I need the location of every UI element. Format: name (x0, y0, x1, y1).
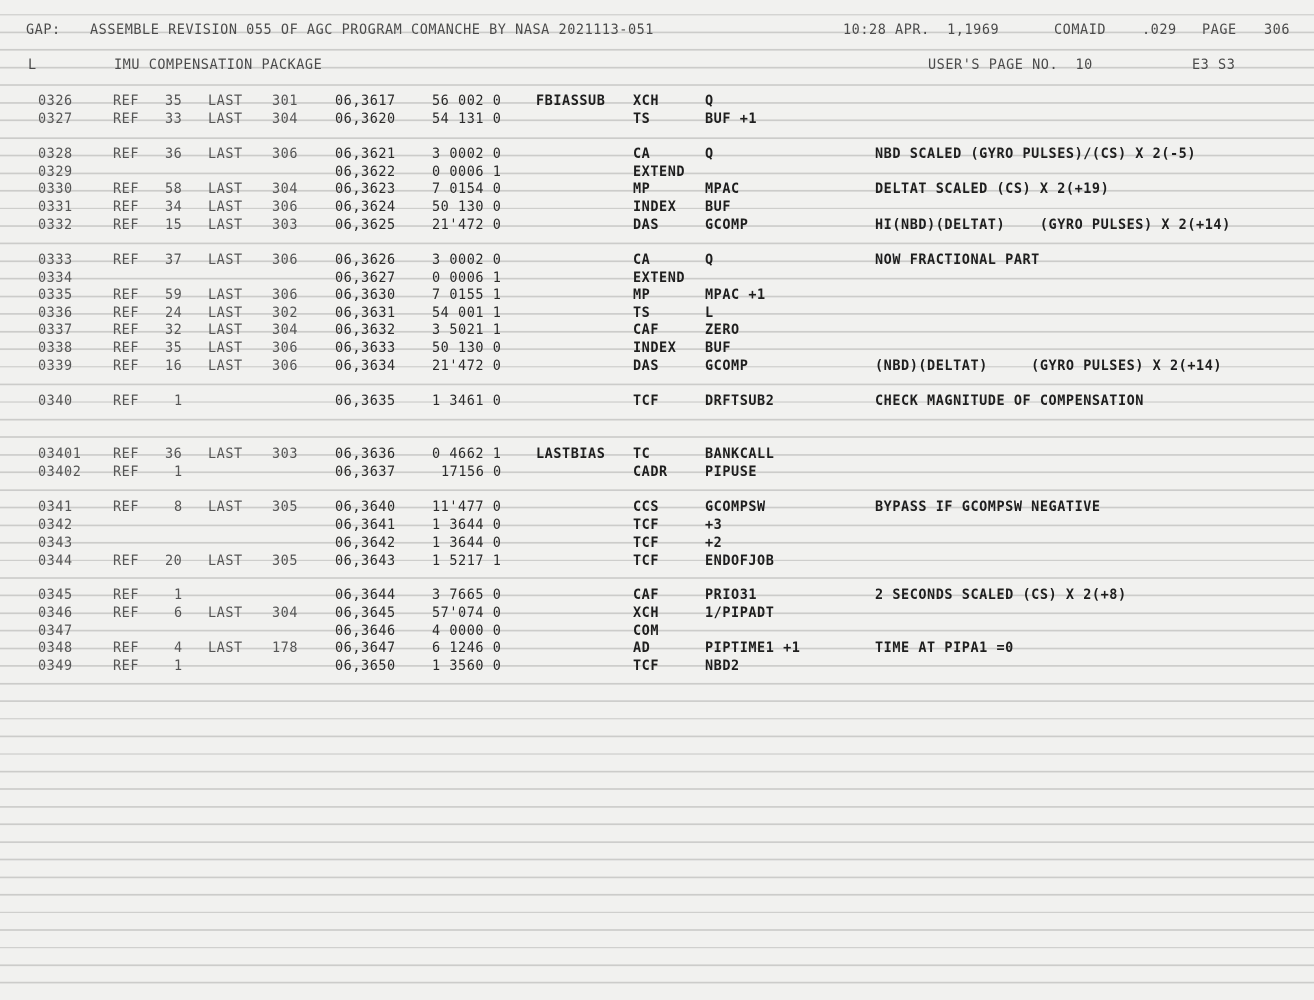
octal-code: 3 0002 0 (432, 252, 502, 268)
ref-number: 36 (165, 146, 183, 162)
listing-line (0, 163, 1314, 181)
listing-line (0, 304, 1314, 322)
last-keyword: LAST (208, 605, 243, 621)
comment: DELTAT SCALED (CS) X 2(+19) (875, 181, 1110, 197)
header-page-number: 306 (1264, 22, 1291, 38)
comment: (NBD)(DELTAT) (GYRO PULSES) X 2(+14) (875, 358, 1223, 374)
ref-keyword: REF (113, 640, 140, 656)
octal-code: 7 0155 1 (432, 287, 502, 303)
comment: NBD SCALED (GYRO PULSES)/(CS) X 2(-5) (875, 146, 1197, 162)
octal-code: 0 4662 1 (432, 446, 502, 462)
ref-number: 58 (165, 181, 183, 197)
last-number: 303 (272, 446, 299, 462)
listing-line (0, 198, 1314, 216)
seq-number: 0329 (38, 164, 73, 180)
opcode: TCF (633, 393, 660, 409)
seq-number: 0342 (38, 517, 73, 533)
ref-number: 35 (165, 93, 183, 109)
last-keyword: LAST (208, 446, 243, 462)
ref-number: 1 (174, 658, 183, 674)
ref-keyword: REF (113, 393, 140, 409)
address: 06,3620 (335, 111, 396, 127)
ref-number: 8 (174, 499, 183, 515)
address: 06,3632 (335, 322, 396, 338)
octal-code: 54 131 0 (432, 111, 502, 127)
comment: BYPASS IF GCOMPSW NEGATIVE (875, 499, 1101, 515)
last-keyword: LAST (208, 358, 243, 374)
comment: NOW FRACTIONAL PART (875, 252, 1040, 268)
seq-number: 0339 (38, 358, 73, 374)
page-subheader (0, 56, 1314, 74)
address: 06,3650 (335, 658, 396, 674)
seq-number: 0331 (38, 199, 73, 215)
operand: ENDOFJOB (705, 553, 775, 569)
octal-code: 17156 0 (441, 464, 502, 480)
operand: +3 (705, 517, 723, 533)
address: 06,3631 (335, 305, 396, 321)
last-number: 306 (272, 252, 299, 268)
last-keyword: LAST (208, 553, 243, 569)
operand: Q (705, 252, 714, 268)
operand: PRIO31 (705, 587, 758, 603)
octal-code: 50 130 0 (432, 199, 502, 215)
ref-number: 24 (165, 305, 183, 321)
address: 06,3625 (335, 217, 396, 233)
listing-line (0, 286, 1314, 304)
address: 06,3647 (335, 640, 396, 656)
seq-number: 0336 (38, 305, 73, 321)
opcode: INDEX (633, 340, 677, 356)
listing-line (0, 392, 1314, 410)
seq-number: 0346 (38, 605, 73, 621)
opcode: XCH (633, 605, 660, 621)
address: 06,3636 (335, 446, 396, 462)
comment: TIME AT PIPA1 =0 (875, 640, 1014, 656)
listing-line (0, 657, 1314, 675)
operand: PIPUSE (705, 464, 758, 480)
octal-code: 56 002 0 (432, 93, 502, 109)
operand: Q (705, 146, 714, 162)
opcode: EXTEND (633, 164, 686, 180)
operand: GCOMP (705, 217, 749, 233)
listing-line (0, 552, 1314, 570)
octal-code: 0 0006 1 (432, 164, 502, 180)
opcode: XCH (633, 93, 660, 109)
address: 06,3622 (335, 164, 396, 180)
opcode: CAF (633, 587, 660, 603)
ref-number: 59 (165, 287, 183, 303)
operand: L (705, 305, 714, 321)
operand: 1/PIPADT (705, 605, 775, 621)
octal-code: 1 3644 0 (432, 535, 502, 551)
ref-keyword: REF (113, 322, 140, 338)
opcode: AD (633, 640, 651, 656)
operand: BANKCALL (705, 446, 775, 462)
address: 06,3617 (335, 93, 396, 109)
last-keyword: LAST (208, 217, 243, 233)
seq-number: 0349 (38, 658, 73, 674)
opcode: CAF (633, 322, 660, 338)
operand: Q (705, 93, 714, 109)
opcode: MP (633, 181, 651, 197)
seq-number: 0338 (38, 340, 73, 356)
listing-line (0, 180, 1314, 198)
ref-keyword: REF (113, 146, 140, 162)
ref-keyword: REF (113, 217, 140, 233)
last-number: 303 (272, 217, 299, 233)
listing-line (0, 498, 1314, 516)
operand: DRFTSUB2 (705, 393, 775, 409)
listing-line (0, 534, 1314, 552)
ref-number: 1 (174, 393, 183, 409)
last-keyword: LAST (208, 252, 243, 268)
operand: MPAC +1 (705, 287, 766, 303)
operand: +2 (705, 535, 723, 551)
operand: GCOMPSW (705, 499, 766, 515)
seq-number: 0328 (38, 146, 73, 162)
operand: PIPTIME1 +1 (705, 640, 801, 656)
ref-keyword: REF (113, 340, 140, 356)
operand: BUF (705, 340, 732, 356)
listing-line (0, 269, 1314, 287)
seq-number: 0326 (38, 93, 73, 109)
seq-number: 03402 (38, 464, 82, 480)
ref-number: 1 (174, 587, 183, 603)
comment: CHECK MAGNITUDE OF COMPENSATION (875, 393, 1144, 409)
octal-code: 3 0002 0 (432, 146, 502, 162)
seq-number: 0348 (38, 640, 73, 656)
address: 06,3621 (335, 146, 396, 162)
listing-line (0, 357, 1314, 375)
last-keyword: LAST (208, 499, 243, 515)
ref-keyword: REF (113, 553, 140, 569)
listing-line (0, 463, 1314, 481)
last-number: 305 (272, 553, 299, 569)
last-keyword: LAST (208, 322, 243, 338)
last-number: 306 (272, 199, 299, 215)
ref-keyword: REF (113, 181, 140, 197)
last-number: 178 (272, 640, 299, 656)
ref-number: 16 (165, 358, 183, 374)
last-number: 306 (272, 146, 299, 162)
ref-number: 20 (165, 553, 183, 569)
operand: ZERO (705, 322, 740, 338)
last-keyword: LAST (208, 305, 243, 321)
opcode: DAS (633, 217, 660, 233)
header-gap: GAP: (26, 22, 61, 38)
listing-line (0, 251, 1314, 269)
header-page-label: PAGE (1202, 22, 1237, 38)
ref-number: 4 (174, 640, 183, 656)
ref-keyword: REF (113, 358, 140, 374)
ref-number: 1 (174, 464, 183, 480)
opcode: CA (633, 146, 651, 162)
address: 06,3635 (335, 393, 396, 409)
last-keyword: LAST (208, 146, 243, 162)
opcode: MP (633, 287, 651, 303)
symbol-label: FBIASSUB (536, 93, 606, 109)
ref-keyword: REF (113, 93, 140, 109)
octal-code: 7 0154 0 (432, 181, 502, 197)
seq-number: 0333 (38, 252, 73, 268)
subheader-marker: L (28, 57, 37, 73)
last-number: 306 (272, 340, 299, 356)
opcode: INDEX (633, 199, 677, 215)
last-keyword: LAST (208, 111, 243, 127)
address: 06,3645 (335, 605, 396, 621)
opcode: DAS (633, 358, 660, 374)
octal-code: 50 130 0 (432, 340, 502, 356)
ref-keyword: REF (113, 199, 140, 215)
comment: HI(NBD)(DELTAT) (GYRO PULSES) X 2(+14) (875, 217, 1231, 233)
last-keyword: LAST (208, 340, 243, 356)
ref-number: 33 (165, 111, 183, 127)
seq-number: 0330 (38, 181, 73, 197)
seq-number: 0347 (38, 623, 73, 639)
ref-keyword: REF (113, 287, 140, 303)
octal-code: 3 7665 0 (432, 587, 502, 603)
ref-keyword: REF (113, 499, 140, 515)
opcode: EXTEND (633, 270, 686, 286)
address: 06,3630 (335, 287, 396, 303)
opcode: CCS (633, 499, 660, 515)
address: 06,3623 (335, 181, 396, 197)
header-time: 10:28 APR. 1,1969 (843, 22, 1000, 38)
opcode: TS (633, 305, 651, 321)
octal-code: 11'477 0 (432, 499, 502, 515)
last-number: 302 (272, 305, 299, 321)
octal-code: 3 5021 1 (432, 322, 502, 338)
header-assembly: ASSEMBLE REVISION 055 OF AGC PROGRAM COMANCHE BY NASA 2021113-051 (90, 22, 654, 38)
ref-keyword: REF (113, 464, 140, 480)
seq-number: 0335 (38, 287, 73, 303)
operand: NBD2 (705, 658, 740, 674)
seq-number: 03401 (38, 446, 82, 462)
listing-line (0, 604, 1314, 622)
operand: GCOMP (705, 358, 749, 374)
ref-keyword: REF (113, 658, 140, 674)
address: 06,3634 (335, 358, 396, 374)
address: 06,3643 (335, 553, 396, 569)
listing-line (0, 216, 1314, 234)
opcode: CA (633, 252, 651, 268)
opcode: TCF (633, 658, 660, 674)
octal-code: 21'472 0 (432, 358, 502, 374)
last-number: 305 (272, 499, 299, 515)
address: 06,3633 (335, 340, 396, 356)
listing-line (0, 321, 1314, 339)
listing-line (0, 516, 1314, 534)
symbol-label: LASTBIAS (536, 446, 606, 462)
listing-line (0, 445, 1314, 463)
last-keyword: LAST (208, 93, 243, 109)
seq-number: 0343 (38, 535, 73, 551)
octal-code: 1 3461 0 (432, 393, 502, 409)
octal-code: 6 1246 0 (432, 640, 502, 656)
address: 06,3646 (335, 623, 396, 639)
opcode: TS (633, 111, 651, 127)
header-cost: .029 (1142, 22, 1177, 38)
octal-code: 0 0006 1 (432, 270, 502, 286)
subheader-users-page: USER'S PAGE NO. 10 (928, 57, 1093, 73)
header-user: COMAID (1054, 22, 1107, 38)
seq-number: 0345 (38, 587, 73, 603)
seq-number: 0334 (38, 270, 73, 286)
last-keyword: LAST (208, 287, 243, 303)
last-keyword: LAST (208, 640, 243, 656)
seq-number: 0332 (38, 217, 73, 233)
listing-line (0, 639, 1314, 657)
seq-number: 0340 (38, 393, 73, 409)
octal-code: 1 3560 0 (432, 658, 502, 674)
address: 06,3642 (335, 535, 396, 551)
operand: BUF +1 (705, 111, 758, 127)
page-header (0, 21, 1314, 39)
seq-number: 0327 (38, 111, 73, 127)
octal-code: 1 5217 1 (432, 553, 502, 569)
opcode: CADR (633, 464, 668, 480)
octal-code: 21'472 0 (432, 217, 502, 233)
opcode: TC (633, 446, 651, 462)
last-number: 301 (272, 93, 299, 109)
comment: 2 SECONDS SCALED (CS) X 2(+8) (875, 587, 1127, 603)
opcode: COM (633, 623, 660, 639)
ref-number: 37 (165, 252, 183, 268)
ref-keyword: REF (113, 252, 140, 268)
ref-number: 34 (165, 199, 183, 215)
last-number: 304 (272, 605, 299, 621)
ref-number: 36 (165, 446, 183, 462)
ref-keyword: REF (113, 446, 140, 462)
operand: MPAC (705, 181, 740, 197)
last-number: 304 (272, 181, 299, 197)
opcode: TCF (633, 517, 660, 533)
listing-line (0, 145, 1314, 163)
octal-code: 1 3644 0 (432, 517, 502, 533)
ref-keyword: REF (113, 111, 140, 127)
ref-keyword: REF (113, 305, 140, 321)
last-keyword: LAST (208, 199, 243, 215)
last-number: 306 (272, 358, 299, 374)
ref-number: 32 (165, 322, 183, 338)
listing-line (0, 110, 1314, 128)
octal-code: 4 0000 0 (432, 623, 502, 639)
last-number: 304 (272, 322, 299, 338)
address: 06,3640 (335, 499, 396, 515)
octal-code: 57'074 0 (432, 605, 502, 621)
ref-number: 6 (174, 605, 183, 621)
address: 06,3626 (335, 252, 396, 268)
subheader-title: IMU COMPENSATION PACKAGE (114, 57, 323, 73)
last-number: 306 (272, 287, 299, 303)
address: 06,3644 (335, 587, 396, 603)
seq-number: 0341 (38, 499, 73, 515)
ref-keyword: REF (113, 605, 140, 621)
listing-line (0, 339, 1314, 357)
listing-line (0, 92, 1314, 110)
address: 06,3627 (335, 270, 396, 286)
opcode: TCF (633, 553, 660, 569)
subheader-code: E3 S3 (1192, 57, 1236, 73)
address: 06,3624 (335, 199, 396, 215)
opcode: TCF (633, 535, 660, 551)
last-number: 304 (272, 111, 299, 127)
listing-line (0, 622, 1314, 640)
listing-line (0, 586, 1314, 604)
ref-keyword: REF (113, 587, 140, 603)
operand: BUF (705, 199, 732, 215)
address: 06,3637 (335, 464, 396, 480)
address: 06,3641 (335, 517, 396, 533)
octal-code: 54 001 1 (432, 305, 502, 321)
ref-number: 35 (165, 340, 183, 356)
seq-number: 0344 (38, 553, 73, 569)
seq-number: 0337 (38, 322, 73, 338)
ref-number: 15 (165, 217, 183, 233)
last-keyword: LAST (208, 181, 243, 197)
